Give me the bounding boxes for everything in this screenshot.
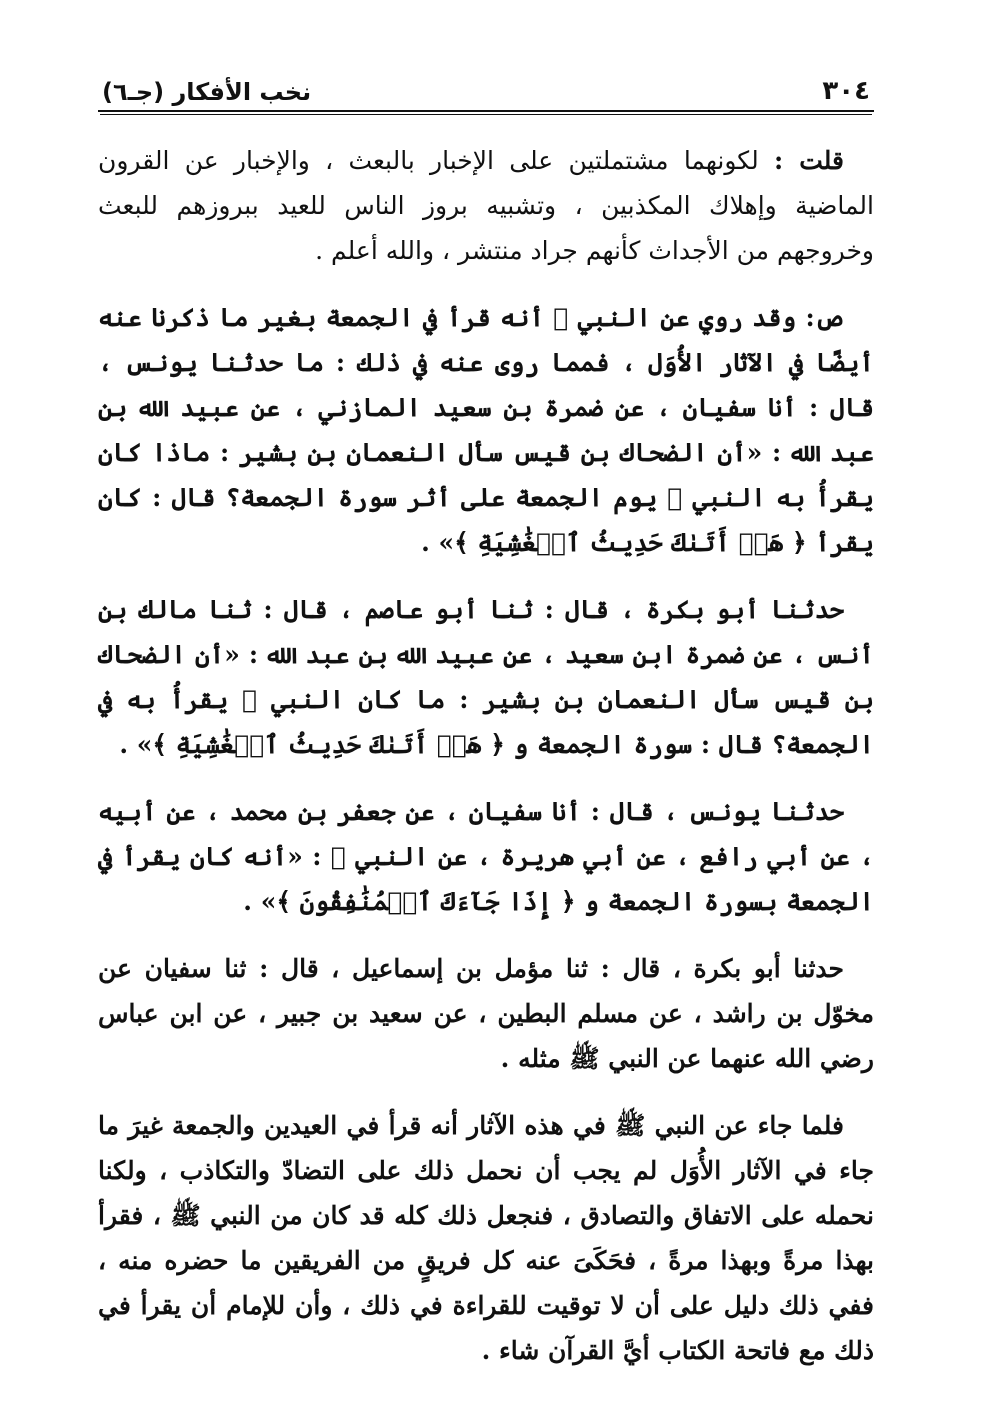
paragraph-lead: قلت : — [773, 146, 844, 175]
paragraph-text: حدثنا أبو بكرة ، قال : ثنا مؤمل بن إسماعيل ، قال : ثنا سفيان عن مخوّل بن راشد ، عن مسلم البطين ، عن سعيد بن جبير ، عن ابن عباس رضي الله عنهما عن النبي ﷺ مثله . — [98, 954, 874, 1073]
paragraph-3 — [98, 587, 874, 767]
paragraph-text: وقد روي عن النبي ﷺ أنه قرأ في الجمعة بغير ما ذكرنا عنه أيضًا في الآثار الأُوَل ، فمما روى عنه في ذلك : ما حدثنا يونس ، قال : أنا سفيان ، عن ضمرة بن سعيد المازني ، عن عبيد الله بن عبد الله : «أن الضحاك بن قيس سأل النعمان بن بشير : ماذا كان يقرأُ به النبي ﷺ يوم الجمعة على أثر سورة الجمعة؟ قال : كان يقرأ ﴿ هَلۡ أَتَىٰكَ حَدِيثُ ٱلۡغَٰشِيَةِ ﴾» . — [98, 303, 874, 557]
paragraph-6 — [98, 1103, 874, 1373]
paragraph-text: حدثنا يونس ، قال : أنا سفيان ، عن جعفر بن محمد ، عن أبيه ، عن أبي رافع ، عن أبي هريرة ، عن النبي ﷺ : «أنه كان يقرأ في الجمعة بسورة الجمعة و ﴿ إِذَا جَآءَكَ ٱلۡمُنَٰفِقُونَ ﴾» . — [98, 797, 874, 916]
paragraph-2 — [98, 295, 874, 565]
running-header — [98, 62, 874, 112]
paragraph-text: فلما جاء عن النبي ﷺ في هذه الآثار أنه قرأ في العيدين والجمعة غيرَ ما جاء في الآثار الأُوَل لم يجب أن نحمل ذلك على التضادّ والتكاذب ، ولكنا نحمله على الاتفاق والتصادق ، فنجعل ذلك كله قد كان من النبي ﷺ ، فقرأ بهذا مرةً وبهذا مرةً ، فحَكَىَ عنه كل فريقٍ من الفريقين ما حضره منه ، ففي ذلك دليل على أن لا توقيت للقراءة في ذلك ، وأن للإمام أن يقرأ في ذلك مع فاتحة الكتاب أيَّ القرآن شاء . — [98, 1111, 875, 1365]
paragraph-1 — [98, 138, 874, 273]
book-page — [98, 62, 874, 1395]
page-number: ٣٠٤ — [822, 76, 870, 106]
paragraph-text: حدثنا أبو بكرة ، قال : ثنا أبو عاصم ، قال : ثنا مالك بن أنس ، عن ضمرة ابن سعيد ، عن عبيد الله بن عبد الله : «أن الضحاك بن قيس سأل النعمان بن بشير : ما كان النبي ﷺ يقرأُ به في الجمعة؟ قال : سورة الجمعة و ﴿ هَلۡ أَتَىٰكَ حَدِيثُ ٱلۡغَٰشِيَةِ ﴾» . — [98, 595, 874, 759]
paragraph-5 — [98, 946, 874, 1081]
book-title: نخب الأفكار (جـ٦) — [102, 78, 312, 106]
page-body — [98, 138, 874, 1373]
paragraph-4 — [98, 789, 874, 924]
paragraph-lead: ص: — [805, 303, 844, 332]
paragraph-text: لكونهما مشتملتين على الإخبار بالبعث ، والإخبار عن القرون الماضية وإهلاك المكذبين ، وتشبيه بروز الناس للعيد ببروزهم للبعث وخروجهم من الأجداث كأنهم جراد منتشر ، والله أعلم . — [98, 146, 874, 265]
